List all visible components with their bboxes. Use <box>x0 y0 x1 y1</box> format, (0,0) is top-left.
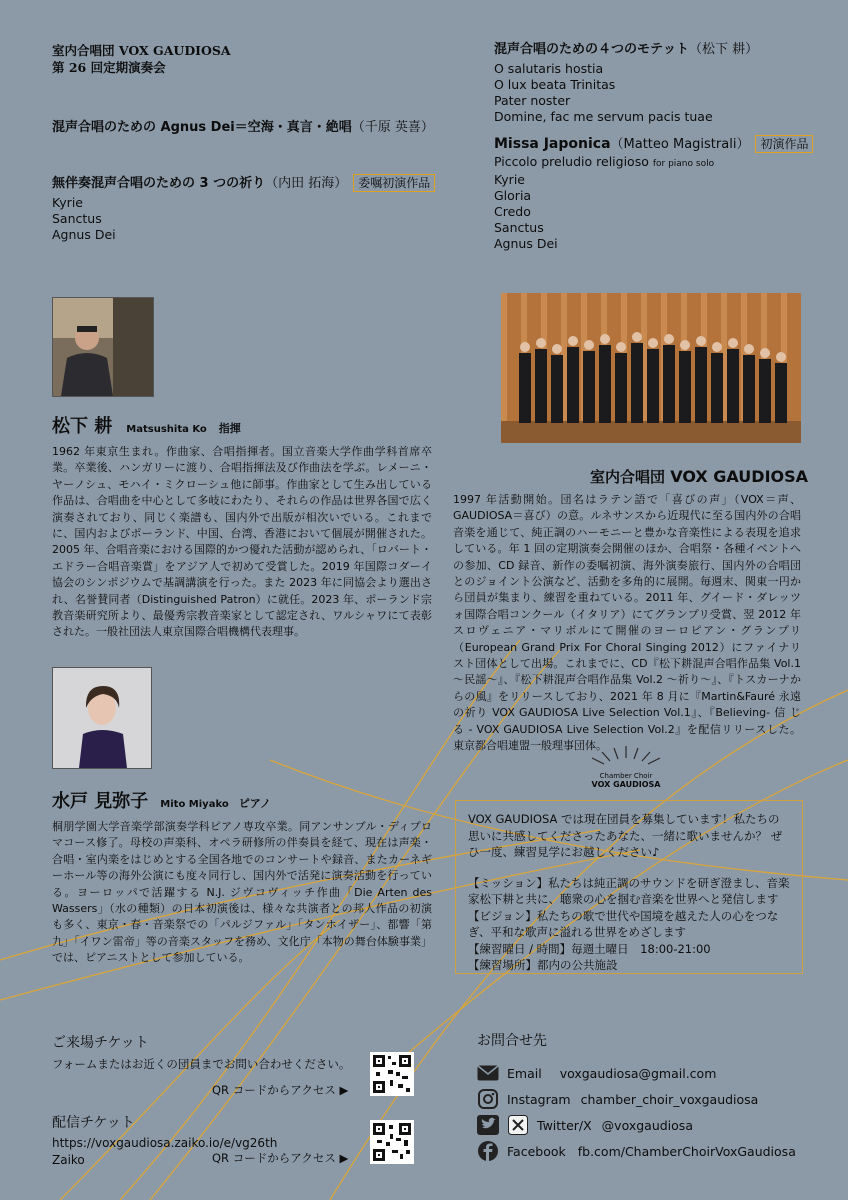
piece-4-composer: （Matteo Magistrali） <box>610 137 750 152</box>
recruit-schedule: 【練習曜日 / 時間】毎週土曜日 18:00-21:00 <box>468 941 711 956</box>
x-label: Twitter/X <box>537 1117 592 1133</box>
piece-2-movements <box>52 195 452 243</box>
piece-2-title: 無伴奏混声合唱のための 3 つの祈り <box>52 176 266 191</box>
concert-header <box>52 42 231 76</box>
movement: O salutaris hostia <box>494 61 604 76</box>
instagram-icon <box>477 1088 499 1110</box>
qr-link-2[interactable] <box>212 1150 348 1166</box>
prelude <box>494 154 824 172</box>
recruit-intro: VOX GAUDIOSA では現在団員を募集しています！私たちの思いに共感してくださったあなた、一緒に歌いませんか？ ぜひ一度、練習見学にお越しください♪ <box>468 812 783 859</box>
movement: Kyrie <box>52 195 83 210</box>
piece-2-composer: （内田 拓海） <box>265 176 348 191</box>
qr-link-2-label: QR コードからアクセス <box>212 1151 336 1165</box>
piece-4-title: Missa Japonica <box>494 136 611 152</box>
pianist-role: ピアノ <box>238 797 271 810</box>
pianist-section <box>52 787 432 967</box>
movement: Sanctus <box>494 220 544 235</box>
org-name: 室内合唱団 VOX GAUDIOSA <box>52 43 231 58</box>
choir-bio: 1997 年活動開始。団名はラテン語で「喜びの声」（VOX＝声、GAUDIOSA＝喜び）の意。ルネサンスから近現代に至る国内外の合唱音楽を通じて、純正調のハーモニーと豊かな音楽性による表現を追求している。年 1 回の定期演奏会開催のほか、合唱祭・各種イベントへの参加、CD 録音、新作の委嘱初演、海外演奏旅行、国内外の合唱団とのジョイント公演など、活動を多角的に展開。毎週末、関東一円から団員が集まり、練習を重ねている。2011 年、グイード・ダレッツォ国際合唱コンクール（イタリア）にてグランプリ受賞、翌 2012 年スロヴェニア・マリボルにて開催のヨーロピアン・グランプリ（European Grand Prix For Choral Singing 2012）にファイナリスト団体として出場。これまでに、CD『松下耕混声合唱作品集 Vol.1 〜民謡〜』、『松下耕混声合唱作品集 Vol.2 〜祈り〜』、『トスカーナからの風』をリリースしており、2021 年 8 月に『Martin&Fauré 永遠の祈り VOX GAUDIOSA Live Selection Vol.1』、『Believing- 信 じ る - VOX GAUDIOSA Live Selection Vol.2』を配信リリースした。東京都合唱連盟一般理事団体。 <box>453 493 801 753</box>
commission-tag: 委嘱初演作品 <box>353 174 435 192</box>
piece-3-movements <box>494 61 824 125</box>
x-logo-icon <box>507 1114 529 1136</box>
logo-line-1: Chamber Choir <box>599 772 653 780</box>
movement: Credo <box>494 204 531 219</box>
recruit-place: 【練習場所】都内の公共施設 <box>468 958 618 972</box>
stream-ticket-heading: 配信チケット <box>52 1115 135 1131</box>
choir-title-en: VOX GAUDIOSA <box>670 467 809 486</box>
instagram-label: Instagram <box>507 1091 571 1107</box>
envelope-icon <box>477 1062 499 1084</box>
movement: Sanctus <box>52 211 102 226</box>
movement: Pater noster <box>494 93 571 108</box>
contact-email[interactable] <box>477 1060 817 1086</box>
prelude-note: for piano solo <box>652 159 715 169</box>
piece-3-title: 混声合唱のための４つのモテット <box>494 42 690 57</box>
instagram-value[interactable]: chamber_choir_voxgaudiosa <box>580 1091 759 1107</box>
qr-link-1-label: QR コードからアクセス <box>212 1083 336 1097</box>
choir-photo <box>501 293 801 443</box>
contact-x[interactable] <box>477 1112 817 1138</box>
facebook-value[interactable]: fb.com/ChamberChoirVoxGaudiosa <box>577 1143 796 1159</box>
conductor-heading <box>52 412 432 438</box>
conductor-name-en: Matsushita Ko <box>126 424 207 435</box>
piece-4-movements <box>494 154 824 252</box>
conductor-section <box>52 412 432 641</box>
conductor-bio: 1962 年東京生まれ。作曲家、合唱指揮者。国立音楽大学作曲学科首席卒業。卒業後、ハンガリーに渡り、合唱指揮法及び作曲法を学ぶ。レメーニ・ヤーノシュ、モハイ・ミクローシュ他に師事。作曲家として生み出している作品は、合唱曲を中心として多岐にわたり、それらの作品は世界各国で広く演奏されており、同じく楽譜も、国内外で出版が相次いでいる。これまでに、国内およびポーランド、中国、台湾、香港において個展が開催された。2005 年、合唱音楽における国際的かつ優れた活動が認められ、「ロバート・エドラー合唱音楽賞」をアジア人で初めて受賞した。2019 年国際コダーイ協会のシンポジウムで基調講演を行った。また 2023 年に同協会より選出され、名誉賛同者（Distinguished Patron）に就任。2023 年、ポーランド宗教音楽研究所より、最優秀宗教音楽家として認定され、ワルシャワにて表彰された。一般社団法人東京国際合唱機構代表理事。 <box>52 445 432 639</box>
pianist-name-ja: 水戸 見弥子 <box>52 791 149 812</box>
choir-logo <box>574 742 678 790</box>
contact-facebook[interactable] <box>477 1138 817 1164</box>
premiere-tag: 初演作品 <box>755 135 813 153</box>
movement: Agnus Dei <box>52 227 116 242</box>
contact-section <box>477 1030 817 1164</box>
venue-ticket-text: フォームまたはお近くの団員までお問い合わせください。 <box>52 1057 351 1071</box>
qr-code-stream[interactable] <box>370 1120 414 1164</box>
prelude-title: Piccolo preludio religioso <box>494 154 649 169</box>
x-value[interactable]: @voxgaudiosa <box>601 1117 693 1133</box>
facebook-label: Facebook <box>507 1143 566 1159</box>
pianist-photo <box>52 667 152 769</box>
triangle-right-icon: ▶ <box>339 1083 349 1097</box>
qr-link-1[interactable] <box>212 1082 372 1098</box>
recruit-vision: 【ビジョン】私たちの歌で世代や国境を越えた人の心をつなぎ、平和な歌声に溢れる世界をめざします <box>468 908 779 939</box>
choir-heading <box>590 466 808 487</box>
email-value[interactable]: voxgaudiosa@gmail.com <box>559 1065 717 1081</box>
program-right <box>494 42 824 252</box>
triangle-right-icon: ▶ <box>339 1151 349 1165</box>
piece-1-composer: （千原 英喜） <box>351 120 434 135</box>
twitter-bird-icon <box>477 1114 499 1136</box>
email-label: Email <box>507 1065 542 1081</box>
qr-code-venue[interactable] <box>370 1052 414 1096</box>
conductor-role: 指揮 <box>218 422 241 435</box>
conductor-photo <box>52 297 154 397</box>
concert-name: 第 26 回定期演奏会 <box>52 60 166 75</box>
piece-3-composer: （松下 耕） <box>689 42 759 57</box>
contact-heading: お問合せ先 <box>477 1033 547 1049</box>
program-left <box>52 120 452 243</box>
piece-3 <box>494 42 824 58</box>
tickets-section <box>52 1032 372 1167</box>
pianist-bio: 桐朋学園大学音楽学部演奏学科ピアノ専攻卒業。同アンサンブル・ディプロマコース修了。母校の声楽科、オペラ研修所の伴奏員を経て、現在は声楽・合唱・室内楽をはじめとする全国各地でのコンサートや録音、またカーネギーホール等の海外公演にも度々同行し、国内外で活発に演奏活動を行っている。ヨーロッパで活躍する N.J. ジヴコヴィッチ作曲「Die Arten des Wassers」（水の種類）の日本初演後は、様々な共演者との邦人作品の初演も多く、東京・春・音楽祭での「パルジファル」「タンホイザー」、都響「第九」「イワン雷帝」等の音楽スタッフを務め、文化庁「本物の舞台体験事業」では、ピアニストとして参加している。 <box>52 820 432 965</box>
movement: Kyrie <box>494 172 525 187</box>
recruit-mission: 【ミッション】私たちは純正調のサウンドを研ぎ澄まし、音楽家松下耕と共に、聴衆の心を掴む音楽を世界へと発信します <box>468 875 790 906</box>
recruit-box <box>455 800 803 974</box>
pianist-heading <box>52 787 432 813</box>
logo-line-2: VOX GAUDIOSA <box>591 780 661 789</box>
movement: O lux beata Trinitas <box>494 77 616 92</box>
facebook-icon <box>477 1140 499 1162</box>
conductor-name-ja: 松下 耕 <box>52 416 113 437</box>
contact-instagram[interactable] <box>477 1086 817 1112</box>
logo-rays-icon <box>574 742 678 768</box>
piece-4 <box>494 135 824 153</box>
stream-provider: Zaiko <box>52 1153 85 1167</box>
stream-ticket-url[interactable]: https://voxgaudiosa.zaiko.io/e/vg26th <box>52 1136 278 1150</box>
pianist-name-en: Mito Miyako <box>160 799 229 810</box>
choir-title-ja: 室内合唱団 <box>590 468 671 486</box>
piece-1 <box>52 120 452 136</box>
venue-ticket-heading: ご来場チケット <box>52 1035 149 1051</box>
movement: Domine, fac me servum pacis tuae <box>494 109 713 124</box>
movement: Agnus Dei <box>494 236 558 251</box>
movement: Gloria <box>494 188 532 203</box>
piece-2 <box>52 174 452 192</box>
piece-1-title: 混声合唱のための Agnus Dei＝空海・真言・絶唱 <box>52 120 352 135</box>
